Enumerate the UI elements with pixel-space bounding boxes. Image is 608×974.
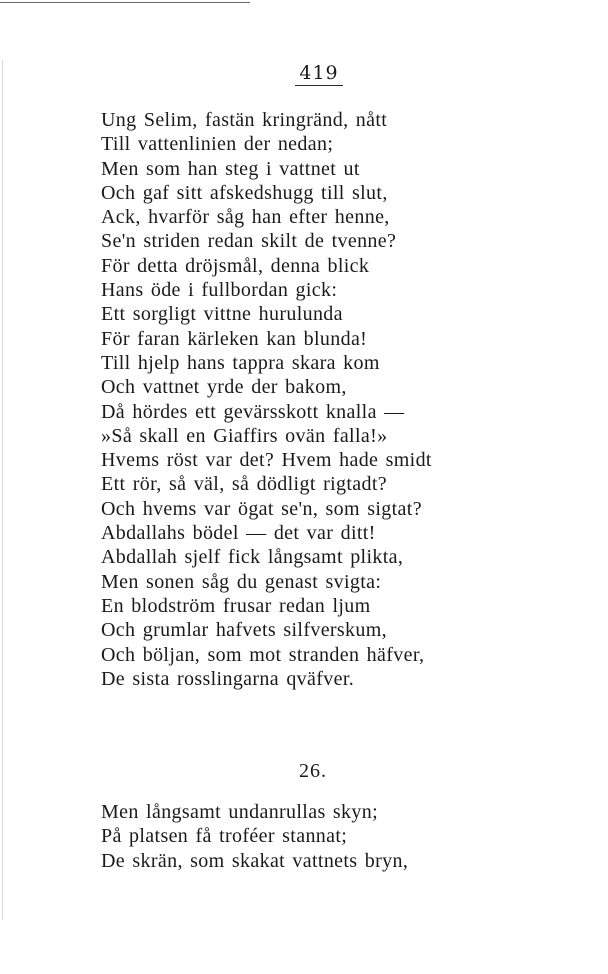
verse-line: Men som han steg i vattnet ut <box>101 157 360 180</box>
verse-line: »Så skall en Giaffirs ovän falla!» <box>101 424 388 447</box>
verse-line: Hvems röst var det? Hvem hade smidt <box>101 449 432 472</box>
verse-line: Och gaf sitt afskedshugg till slut, <box>101 181 388 204</box>
poem-stanza <box>101 108 432 691</box>
verse-line: Se'n striden redan skilt de tvenne? <box>101 230 397 253</box>
verse-line: På platsen få troféer stannat; <box>101 825 348 848</box>
verse-line: Och hvems var ögat se'n, som sigtat? <box>101 497 422 520</box>
section-number: 26. <box>299 760 327 782</box>
verse-line: Och böljan, som mot stranden häfver, <box>101 643 425 666</box>
poem-stanza <box>101 800 408 873</box>
verse-line: Abdallah sjelf fick långsamt plikta, <box>101 546 404 569</box>
verse-line: Ett sorgligt vittne hurulunda <box>101 303 343 326</box>
verse-line: Ung Selim, fastän kringränd, nått <box>101 109 388 131</box>
verse-line: Ack, hvarför såg han efter henne, <box>101 206 390 229</box>
verse-line: Men långsamt undanrullas skyn; <box>101 801 379 823</box>
verse-line: Hans öde i fullbordan gick: <box>101 279 338 302</box>
verse-line: För detta dröjsmål, denna blick <box>101 254 370 277</box>
verse-line: De skrän, som skakat vattnets bryn, <box>101 849 409 872</box>
verse-line: Till hjelp hans tappra skara kom <box>101 351 380 374</box>
top-rule <box>0 2 250 3</box>
verse-line: En blodström frusar redan ljum <box>101 594 371 617</box>
verse-line: Ett rör, så väl, så dödligt rigtadt? <box>101 473 387 496</box>
verse-line: De sista rosslingarna qväfver. <box>101 667 355 690</box>
page-number <box>0 62 608 86</box>
verse-line: För faran kärleken kan blunda! <box>101 327 368 350</box>
verse-line: Då hördes ett gevärsskott knalla — <box>101 400 405 423</box>
page-edge <box>2 60 3 920</box>
verse-line: Men sonen såg du genast svigta: <box>101 570 382 593</box>
page-number-text: 419 <box>295 62 342 86</box>
verse-line: Och vattnet yrde der bakom, <box>101 376 347 399</box>
verse-line: Till vattenlinien der nedan; <box>101 133 334 156</box>
verse-line: Och grumlar hafvets silfverskum, <box>101 619 388 642</box>
verse-line: Abdallahs bödel — det var ditt! <box>101 522 376 545</box>
